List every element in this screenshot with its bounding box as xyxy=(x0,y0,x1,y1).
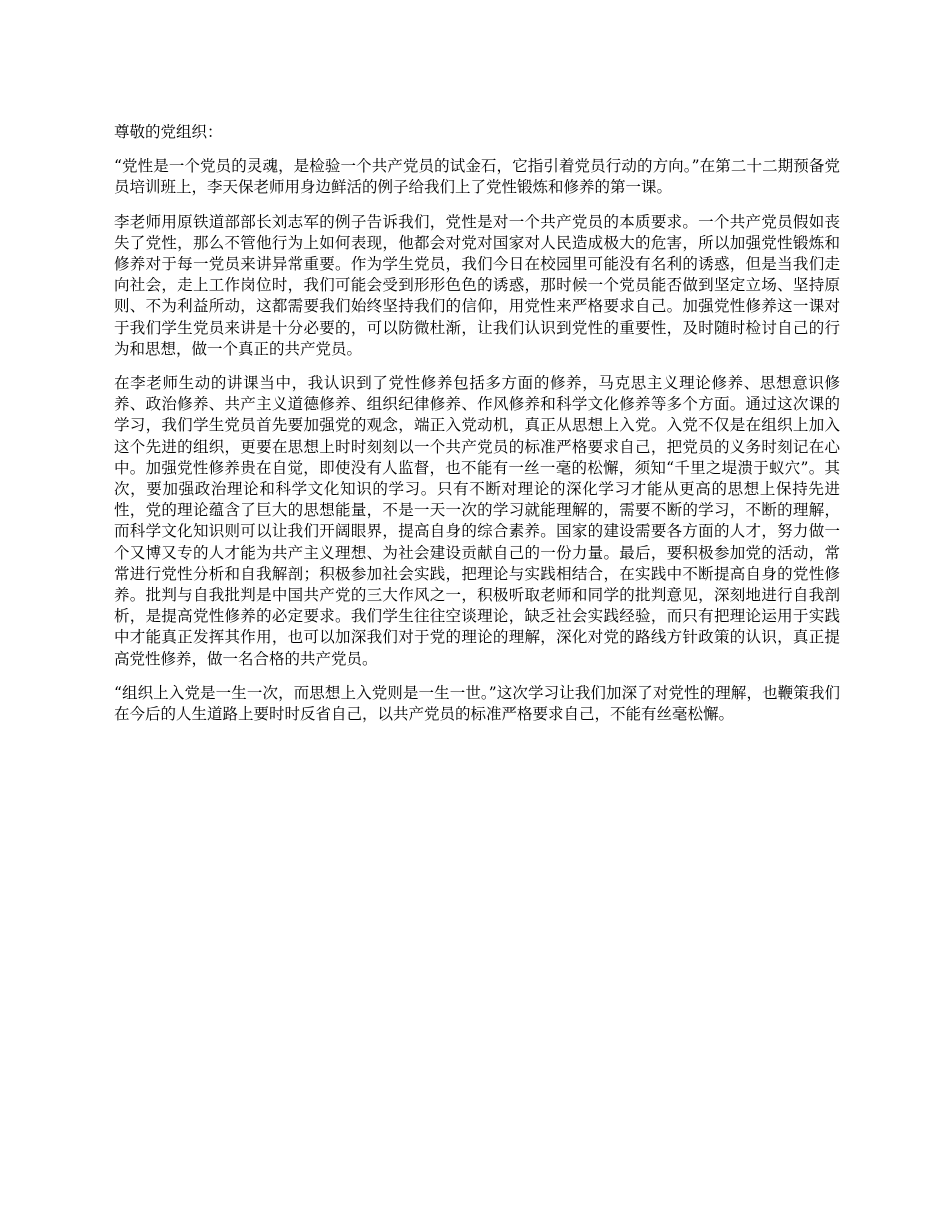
paragraph-closing: “组织上入党是一生一次，而思想上入党则是一生一世。”这次学习让我们加深了对党性的理解，也鞭策我们在今后的人生道路上要时时反省自己，以共产党员的标准严格要求自己，不能有丝毫松懈。 xyxy=(114,683,840,724)
salutation: 尊敬的党组织： xyxy=(114,123,223,141)
paragraph-body-1: 李老师用原铁道部部长刘志军的例子告诉我们，党性是对一个共产党员的本质要求。一个共产党员假如丧失了党性，那么不管他行为上如何表现，他都会对党对国家对人民造成极大的危害，所以加强党性锻炼和修养对于每一党员来讲异常重要。作为学生党员，我们今日在校园里可能没有名利的诱惑，但是当我们走向社会，走上工作岗位时，我们可能会受到形形色色的诱惑，那时候一个党员能否做到坚定立场、坚持原则、不为利益所动，这都需要我们始终坚持我们的信仰，用党性来严格要求自己。加强党性修养这一课对于我们学生党员来讲是十分必要的，可以防微杜渐，让我们认识到党性的重要性，及时随时检讨自己的行为和思想，做一个真正的共产党员。 xyxy=(114,212,840,358)
paragraph-body-2: 在李老师生动的讲课当中，我认识到了党性修养包括多方面的修养，马克思主义理论修养、思想意识修养、政治修养、共产主义道德修养、组织纪律修养、作风修养和科学文化修养等多个方面。通过这次课的学习，我们学生党员首先要加强党的观念，端正入党动机，真正从思想上入党。入党不仅是在组织上加入这个先进的组织，更要在思想上时时刻刻以一个共产党员的标准严格要求自己，把党员的义务时刻记在心中。加强党性修养贵在自觉，即使没有人监督，也不能有一丝一毫的松懈，须知“千里之堤溃于蚁穴”。其次，要加强政治理论和科学文化知识的学习。只有不断对理论的深化学习才能从更高的思想上保持先进性，党的理论蕴含了巨大的思想能量，不是一天一次的学习就能理解的，需要不断的学习，不断的理解，而科学文化知识则可以让我们开阔眼界，提高自身的综合素养。国家的建设需要各方面的人才，努力做一个又博又专的人才能为共产主义理想、为社会建设贡献自己的一份力量。最后，要积极参加党的活动，常常进行党性分析和自我解剖；积极参加社会实践，把理论与实践相结合，在实践中不断提高自身的党性修养。批判与自我批判是中国共产党的三大作风之一，积极听取老师和同学的批判意见，深刻地进行自我剖析，是提高党性修养的必定要求。我们学生往往空谈理论，缺乏社会实践经验，而只有把理论运用于实践中才能真正发挥其作用，也可以加深我们对于党的理论的理解，深化对党的路线方针政策的认识，真正提高党性修养，做一名合格的共产党员。 xyxy=(114,374,840,668)
document-page xyxy=(114,122,840,738)
paragraph-opening: “党性是一个党员的灵魂，是检验一个共产党员的试金石，它指引着党员行动的方向。”在第二十二期预备党员培训班上，李天保老师用身边鲜活的例子给我们上了党性锻炼和修养的第一课。 xyxy=(114,157,840,197)
